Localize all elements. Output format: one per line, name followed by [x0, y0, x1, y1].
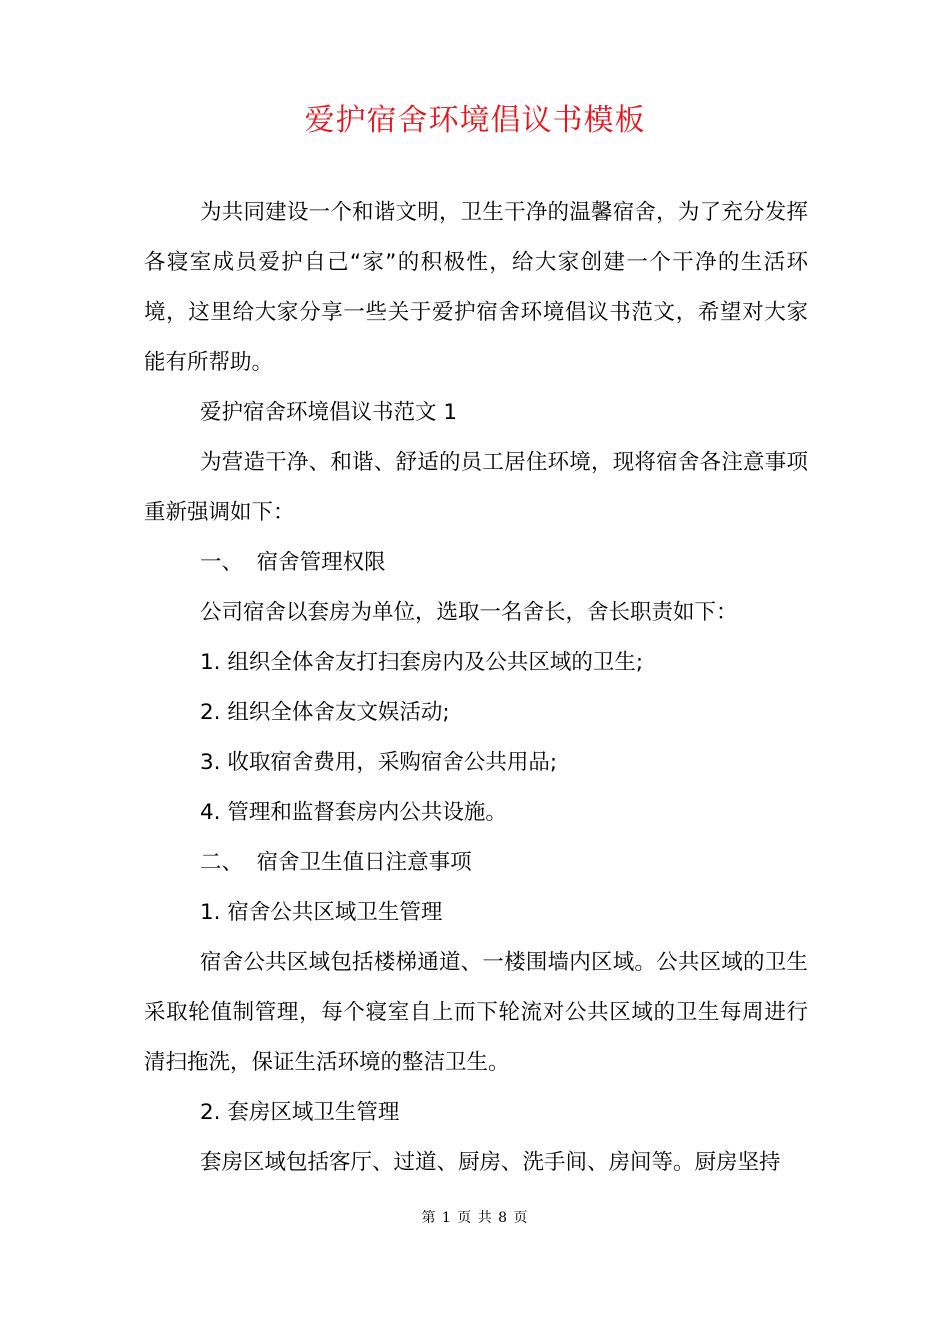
- list-item-4: 4. 管理和监督套房内公共设施。: [200, 800, 507, 825]
- dorm-leader-paragraph: 公司宿舍以套房为单位，选取一名舍长，舍长职责如下：: [200, 600, 738, 625]
- heading-hygiene-duty: 二、 宿舍卫生值日注意事项: [200, 850, 472, 875]
- list-item-1: 1. 组织全体舍友打扫套房内及公共区域的卫生;: [200, 650, 644, 675]
- notice-paragraph: 为营造干净、和谐、舒适的员工居住环境，现将宿舍各注意事项重新强调如下：: [144, 450, 808, 525]
- document-body: [144, 188, 808, 1188]
- public-area-paragraph: 宿舍公共区域包括楼梯通道、一楼围墙内区域。公共区域的卫生采取轮值制管理，每个寝室自上而下轮流对公共区域的卫生每周进行清扫拖洗，保证生活环境的整洁卫生。: [144, 950, 808, 1075]
- list-item-2: 2. 组织全体舍友文娱活动;: [200, 700, 450, 725]
- suite-area-paragraph: 套房区域包括客厅、过道、厨房、洗手间、房间等。厨房坚持: [200, 1150, 781, 1175]
- subheading-suite-area: 2. 套房区域卫生管理: [200, 1100, 400, 1125]
- section-heading-sample-1: 爱护宿舍环境倡议书范文 1: [200, 400, 458, 425]
- subheading-public-area: 1. 宿舍公共区域卫生管理: [200, 900, 443, 925]
- heading-dorm-management: 一、 宿舍管理权限: [200, 550, 386, 575]
- intro-paragraph: 为共同建设一个和谐文明，卫生干净的温馨宿舍，为了充分发挥各寝室成员爱护自己“家”的积极性，给大家创建一个干净的生活环境，这里给大家分享一些关于爱护宿舍环境倡议书范文，希望对大家能有所帮助。: [144, 200, 808, 375]
- document-title: 爱护宿舍环境倡议书模板: [304, 103, 646, 138]
- page-footer: 第 1 页 共 8 页: [421, 1210, 529, 1226]
- list-item-3: 3. 收取宿舍费用，采购宿舍公共用品;: [200, 750, 558, 775]
